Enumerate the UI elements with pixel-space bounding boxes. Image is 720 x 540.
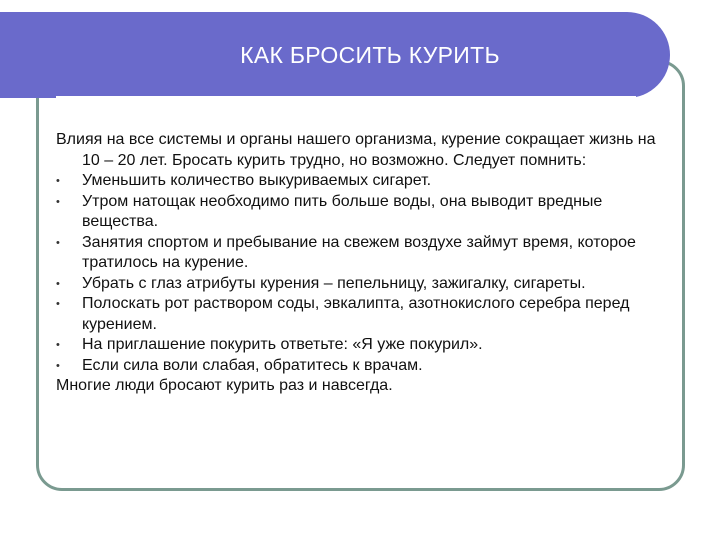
list-item-text: Полоскать рот раствором соды, эвкалипта, азотнокислого серебра перед курением. [82,295,630,333]
bullet-icon: • [56,175,60,187]
list-item-text: Утром натощак необходимо пить больше воды, она выводит вредные вещества. [82,192,603,230]
list-item [56,233,676,274]
slide-body [56,130,676,397]
list-item-text: Убрать с глаз атрибуты курения – пепельницу, зажигалку, сигареты. [82,274,586,292]
list-item [56,335,676,356]
list-item-text: Если сила воли слабая, обратитесь к врачам. [82,356,423,374]
list-item [56,274,676,295]
tips-list [56,171,676,376]
title-underline [56,96,636,98]
slide-title: КАК БРОСИТЬ КУРИТЬ [240,42,500,68]
list-item [56,356,676,377]
list-item-text: Занятия спортом и пребывание на свежем воздухе займут время, которое тратилось на курение. [82,233,636,271]
bullet-icon: • [56,298,60,310]
outro-paragraph: Многие люди бросают курить раз и навсегда. [56,377,393,394]
list-item-text: Уменьшить количество выкуриваемых сигарет. [82,172,432,189]
list-item [56,171,676,192]
list-item [56,192,676,233]
list-item-text: На приглашение покурить ответьте: «Я уже покурил». [82,336,483,353]
bullet-icon: • [56,195,60,208]
intro-paragraph: Влияя на все системы и органы нашего организма, курение сокращает жизнь на 10 – 20 лет. Бросать курить трудно, но возможно. Следует помнить: [56,131,656,169]
bullet-icon: • [56,339,60,351]
bullet-icon: • [56,277,60,290]
list-item [56,294,676,335]
bullet-icon: • [56,236,60,249]
bullet-icon: • [56,359,60,372]
